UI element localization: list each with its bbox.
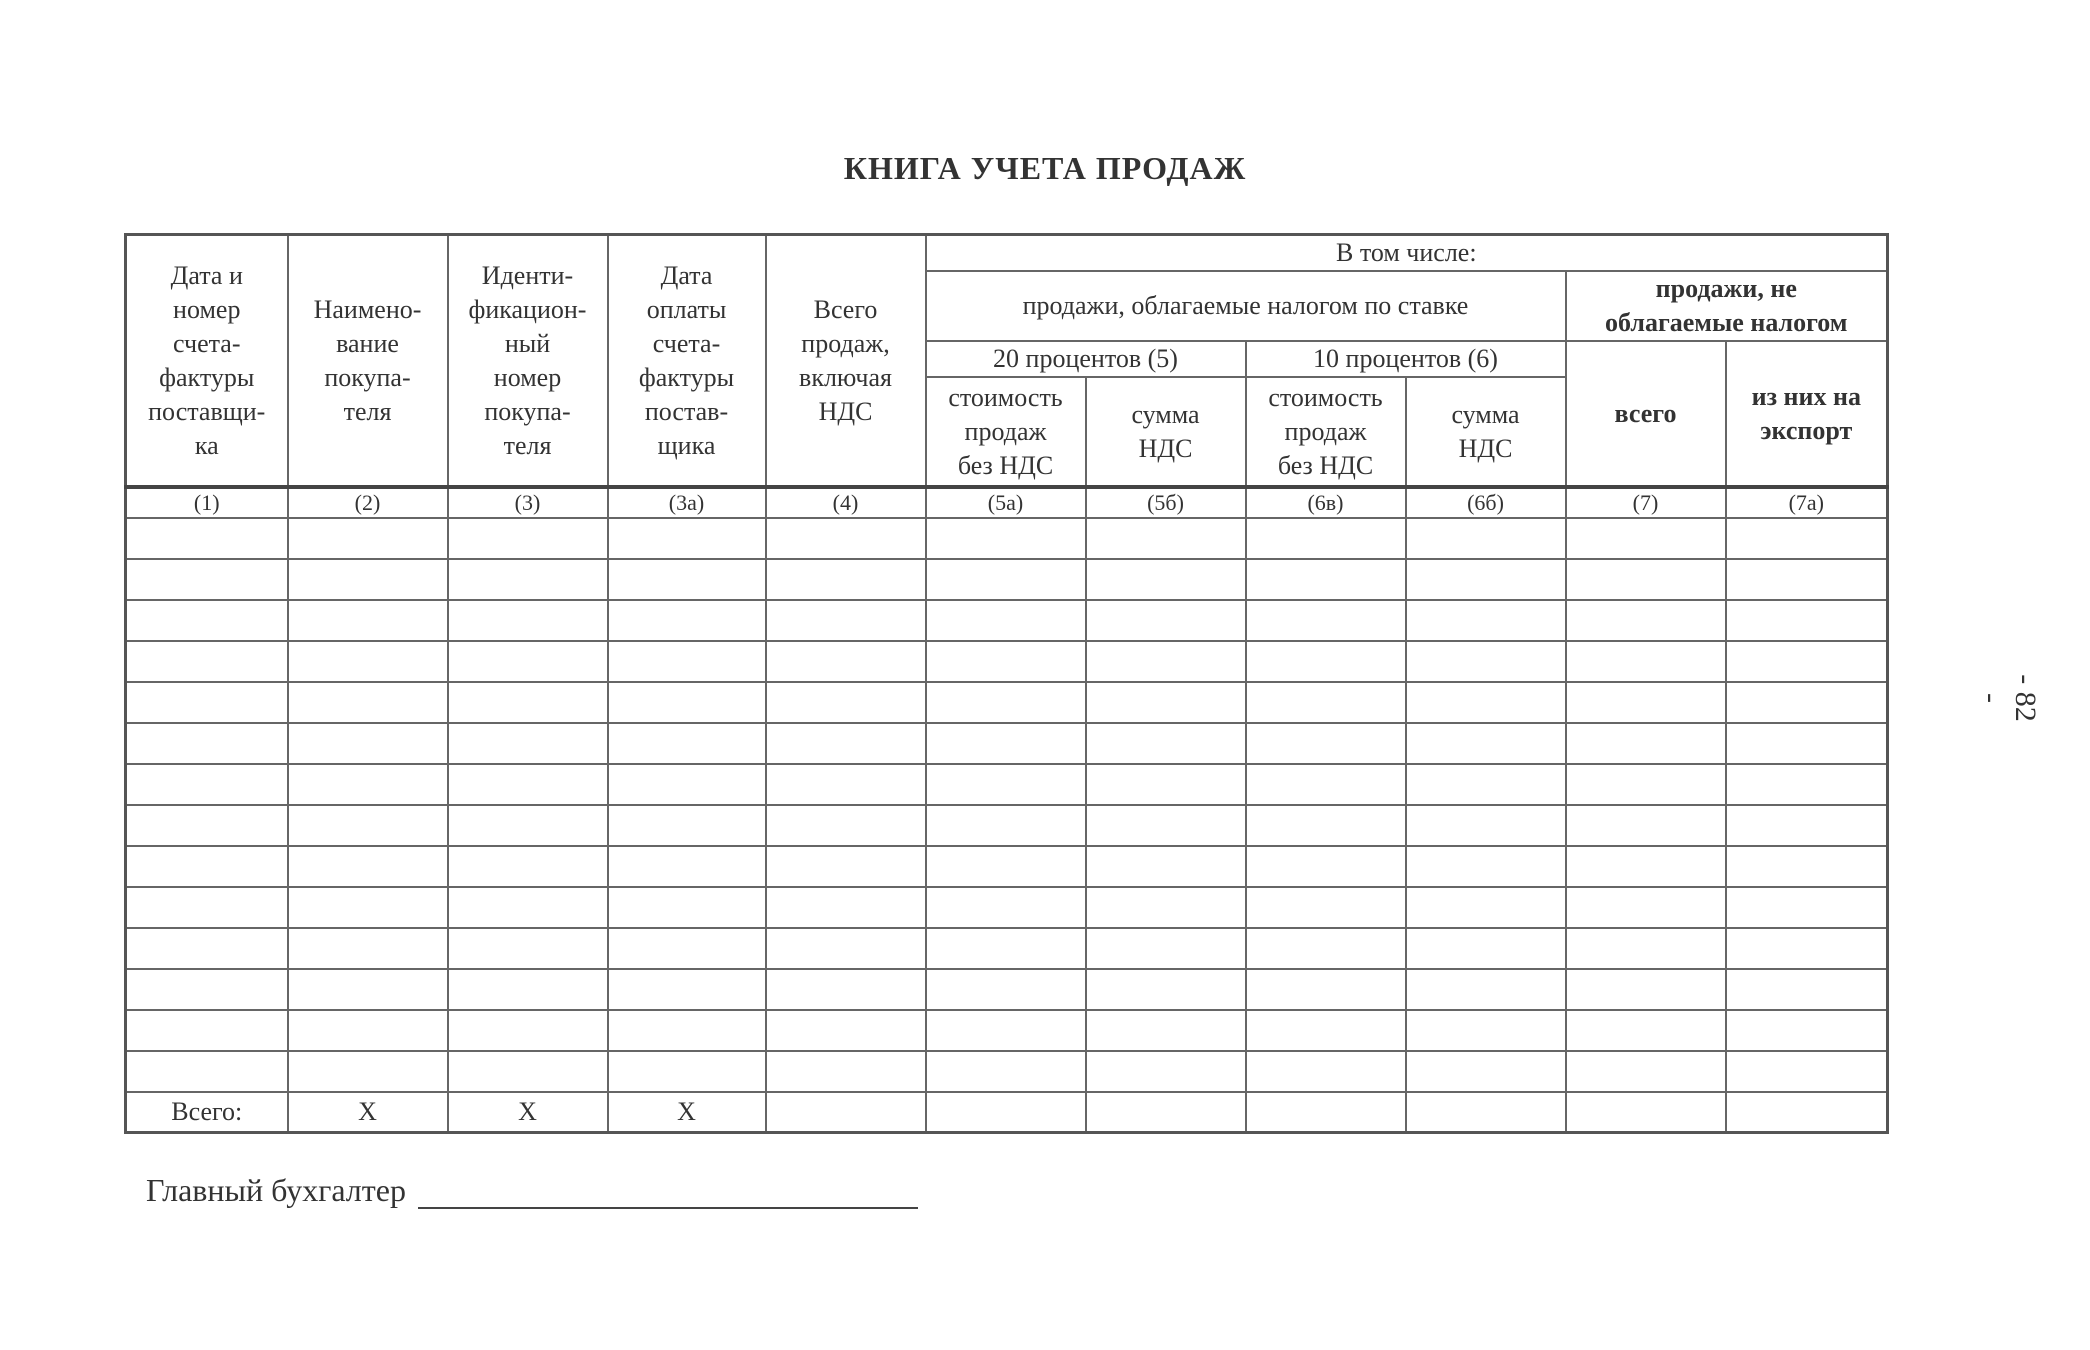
total-cell[interactable] xyxy=(1726,1092,1888,1133)
table-cell[interactable] xyxy=(1406,969,1566,1010)
header-cost-without-vat-10: стоимость продаж без НДС xyxy=(1246,377,1406,487)
table-cell[interactable] xyxy=(1406,928,1566,969)
table-cell[interactable] xyxy=(1406,600,1566,641)
header-taxable-sales: продажи, облагаемые налогом по ставке xyxy=(926,271,1566,341)
table-cell[interactable] xyxy=(926,641,1086,682)
column-number: (1) xyxy=(126,487,288,518)
table-cell[interactable] xyxy=(1246,1010,1406,1051)
table-row xyxy=(126,518,1888,559)
table-cell[interactable] xyxy=(608,682,766,723)
table-cell[interactable] xyxy=(766,1051,926,1092)
table-cell[interactable] xyxy=(1566,846,1726,887)
table-cell[interactable] xyxy=(1726,764,1888,805)
table-cell[interactable] xyxy=(766,764,926,805)
table-cell[interactable] xyxy=(448,969,608,1010)
table-cell[interactable] xyxy=(1566,1010,1726,1051)
table-row xyxy=(126,887,1888,928)
table-cell[interactable] xyxy=(1086,518,1246,559)
table-cell[interactable] xyxy=(1086,723,1246,764)
table-cell[interactable] xyxy=(448,805,608,846)
table-cell[interactable] xyxy=(1566,805,1726,846)
table-cell[interactable] xyxy=(766,846,926,887)
table-cell[interactable] xyxy=(926,1051,1086,1092)
table-cell[interactable] xyxy=(126,559,288,600)
table-cell[interactable] xyxy=(1246,846,1406,887)
table-cell[interactable] xyxy=(1246,928,1406,969)
table-cell[interactable] xyxy=(126,682,288,723)
total-cell[interactable] xyxy=(1086,1092,1246,1133)
total-x-mark: X xyxy=(448,1092,608,1133)
table-cell[interactable] xyxy=(288,1051,448,1092)
table-cell[interactable] xyxy=(448,641,608,682)
table-cell[interactable] xyxy=(288,846,448,887)
table-cell[interactable] xyxy=(1086,969,1246,1010)
table-cell[interactable] xyxy=(1726,682,1888,723)
table-cell[interactable] xyxy=(1726,641,1888,682)
table-cell[interactable] xyxy=(766,1010,926,1051)
table-cell[interactable] xyxy=(766,641,926,682)
header-invoice-payment-date: Дата оплаты счета- фактуры постав- щика xyxy=(608,235,766,488)
table-cell[interactable] xyxy=(126,723,288,764)
table-cell[interactable] xyxy=(448,559,608,600)
page-title: КНИГА УЧЕТА ПРОДАЖ xyxy=(843,150,1247,186)
table-cell[interactable] xyxy=(926,559,1086,600)
table-cell[interactable] xyxy=(448,846,608,887)
table-cell[interactable] xyxy=(126,518,288,559)
table-cell[interactable] xyxy=(926,1010,1086,1051)
total-x-mark: X xyxy=(608,1092,766,1133)
column-number-row xyxy=(126,487,1888,518)
column-number: (6в) xyxy=(1246,487,1406,518)
table-cell[interactable] xyxy=(608,928,766,969)
table-cell[interactable] xyxy=(1566,928,1726,969)
table-cell[interactable] xyxy=(1086,641,1246,682)
table-row xyxy=(126,805,1888,846)
total-label: Всего: xyxy=(126,1092,288,1133)
column-number: (4) xyxy=(766,487,926,518)
table-cell[interactable] xyxy=(126,1010,288,1051)
table-cell[interactable] xyxy=(448,518,608,559)
table-cell[interactable] xyxy=(288,559,448,600)
table-cell[interactable] xyxy=(1246,518,1406,559)
page-number: - 82 - xyxy=(1975,674,2042,722)
table-row xyxy=(126,1051,1888,1092)
table-cell[interactable] xyxy=(1086,846,1246,887)
table-cell[interactable] xyxy=(1086,764,1246,805)
header-non-taxable-sales: продажи, не облагаемые налогом xyxy=(1566,271,1888,341)
table-cell[interactable] xyxy=(288,928,448,969)
total-cell[interactable] xyxy=(1566,1092,1726,1133)
header-rate-20: 20 процентов (5) xyxy=(926,341,1246,377)
table-cell[interactable] xyxy=(1406,846,1566,887)
table-cell[interactable] xyxy=(1246,887,1406,928)
table-cell[interactable] xyxy=(1726,846,1888,887)
table-cell[interactable] xyxy=(1726,559,1888,600)
table-cell[interactable] xyxy=(1406,559,1566,600)
table-cell[interactable] xyxy=(766,600,926,641)
table-cell[interactable] xyxy=(126,641,288,682)
table-row xyxy=(126,600,1888,641)
table-cell[interactable] xyxy=(126,1051,288,1092)
column-number: (2) xyxy=(288,487,448,518)
table-cell[interactable] xyxy=(1246,723,1406,764)
table-cell[interactable] xyxy=(1086,805,1246,846)
table-cell[interactable] xyxy=(1086,600,1246,641)
table-cell[interactable] xyxy=(608,1010,766,1051)
table-cell[interactable] xyxy=(1726,600,1888,641)
table-cell[interactable] xyxy=(1726,518,1888,559)
table-cell[interactable] xyxy=(608,559,766,600)
total-row xyxy=(126,1092,1888,1133)
header-cost-without-vat-20: стоимость продаж без НДС xyxy=(926,377,1086,487)
table-cell[interactable] xyxy=(608,518,766,559)
table-cell[interactable] xyxy=(126,969,288,1010)
sales-ledger-table xyxy=(124,233,1889,1134)
table-row xyxy=(126,723,1888,764)
table-cell[interactable] xyxy=(1726,1010,1888,1051)
table-cell[interactable] xyxy=(926,887,1086,928)
table-cell[interactable] xyxy=(1246,682,1406,723)
table-cell[interactable] xyxy=(1566,682,1726,723)
column-number: (5б) xyxy=(1086,487,1246,518)
table-cell[interactable] xyxy=(1726,805,1888,846)
table-cell[interactable] xyxy=(608,764,766,805)
table-cell[interactable] xyxy=(288,969,448,1010)
table-cell[interactable] xyxy=(926,928,1086,969)
table-cell[interactable] xyxy=(608,723,766,764)
column-number: (7) xyxy=(1566,487,1726,518)
table-cell[interactable] xyxy=(288,805,448,846)
table-cell[interactable] xyxy=(1406,887,1566,928)
chief-accountant-signature xyxy=(146,1172,918,1209)
table-cell[interactable] xyxy=(608,969,766,1010)
table-cell[interactable] xyxy=(1406,723,1566,764)
table-cell[interactable] xyxy=(1566,764,1726,805)
table-cell[interactable] xyxy=(288,518,448,559)
table-cell[interactable] xyxy=(1246,1051,1406,1092)
table-cell[interactable] xyxy=(1406,805,1566,846)
table-cell[interactable] xyxy=(448,887,608,928)
table-row xyxy=(126,641,1888,682)
table-cell[interactable] xyxy=(448,764,608,805)
table-cell[interactable] xyxy=(288,682,448,723)
table-cell[interactable] xyxy=(1726,969,1888,1010)
table-cell[interactable] xyxy=(1086,1051,1246,1092)
header-vat-sum-10: сумма НДС xyxy=(1406,377,1566,487)
table-cell[interactable] xyxy=(1406,764,1566,805)
table-row xyxy=(126,682,1888,723)
table-cell[interactable] xyxy=(926,969,1086,1010)
table-cell[interactable] xyxy=(1406,1051,1566,1092)
table-cell[interactable] xyxy=(608,887,766,928)
column-number: (3) xyxy=(448,487,608,518)
table-cell[interactable] xyxy=(1086,559,1246,600)
column-number: (6б) xyxy=(1406,487,1566,518)
table-row xyxy=(126,559,1888,600)
table-cell[interactable] xyxy=(126,805,288,846)
table-cell[interactable] xyxy=(766,887,926,928)
table-cell[interactable] xyxy=(126,764,288,805)
table-cell[interactable] xyxy=(288,1010,448,1051)
table-cell[interactable] xyxy=(1246,969,1406,1010)
table-cell[interactable] xyxy=(926,764,1086,805)
total-cell[interactable] xyxy=(766,1092,926,1133)
total-cell[interactable] xyxy=(926,1092,1086,1133)
table-cell[interactable] xyxy=(1566,969,1726,1010)
column-number: (3а) xyxy=(608,487,766,518)
table-cell[interactable] xyxy=(288,641,448,682)
table-cell[interactable] xyxy=(126,846,288,887)
header-total-sales-incl-vat: Всего продаж, включая НДС xyxy=(766,235,926,488)
table-cell[interactable] xyxy=(608,805,766,846)
header-buyer-name: Наимено- вание покупа- теля xyxy=(288,235,448,488)
table-cell[interactable] xyxy=(288,887,448,928)
table-row xyxy=(126,846,1888,887)
table-cell[interactable] xyxy=(926,846,1086,887)
table-cell[interactable] xyxy=(608,641,766,682)
table-row xyxy=(126,928,1888,969)
signature-label: Главный бухгалтер xyxy=(146,1172,406,1208)
table-cell[interactable] xyxy=(1246,559,1406,600)
table-cell[interactable] xyxy=(1086,1010,1246,1051)
table-cell[interactable] xyxy=(1566,518,1726,559)
column-number: (7а) xyxy=(1726,487,1888,518)
table-cell[interactable] xyxy=(1566,559,1726,600)
table-cell[interactable] xyxy=(926,805,1086,846)
header-non-taxable-export: из них на экспорт xyxy=(1726,341,1888,487)
table-cell[interactable] xyxy=(926,600,1086,641)
table-cell[interactable] xyxy=(126,887,288,928)
table-cell[interactable] xyxy=(1726,928,1888,969)
table-cell[interactable] xyxy=(1406,518,1566,559)
table-cell[interactable] xyxy=(1726,723,1888,764)
table-cell[interactable] xyxy=(1726,1051,1888,1092)
table-cell[interactable] xyxy=(608,1051,766,1092)
header-buyer-tax-id: Иденти- фикацион- ный номер покупа- теля xyxy=(448,235,608,488)
table-cell[interactable] xyxy=(926,723,1086,764)
table-cell[interactable] xyxy=(448,682,608,723)
table-cell[interactable] xyxy=(1246,600,1406,641)
table-cell[interactable] xyxy=(926,518,1086,559)
table-cell[interactable] xyxy=(1246,764,1406,805)
table-cell[interactable] xyxy=(608,600,766,641)
table-cell[interactable] xyxy=(608,846,766,887)
header-including: В том числе: xyxy=(926,235,1888,272)
total-cell[interactable] xyxy=(1406,1092,1566,1133)
table-cell[interactable] xyxy=(766,682,926,723)
table-cell[interactable] xyxy=(1246,641,1406,682)
table-cell[interactable] xyxy=(766,969,926,1010)
table-cell[interactable] xyxy=(448,600,608,641)
table-cell[interactable] xyxy=(1566,1051,1726,1092)
table-cell[interactable] xyxy=(448,723,608,764)
table-cell[interactable] xyxy=(1726,887,1888,928)
header-vat-sum-20: сумма НДС xyxy=(1086,377,1246,487)
table-cell[interactable] xyxy=(1566,600,1726,641)
table-cell[interactable] xyxy=(126,600,288,641)
table-cell[interactable] xyxy=(766,518,926,559)
table-cell[interactable] xyxy=(126,928,288,969)
table-cell[interactable] xyxy=(1566,887,1726,928)
table-cell[interactable] xyxy=(1566,641,1726,682)
table-cell[interactable] xyxy=(1406,1010,1566,1051)
table-cell[interactable] xyxy=(1086,887,1246,928)
table-cell[interactable] xyxy=(288,764,448,805)
table-cell[interactable] xyxy=(766,805,926,846)
column-number: (5а) xyxy=(926,487,1086,518)
table-row xyxy=(126,764,1888,805)
table-cell[interactable] xyxy=(1406,641,1566,682)
table-cell[interactable] xyxy=(448,928,608,969)
table-cell[interactable] xyxy=(1566,723,1726,764)
header-rate-10: 10 процентов (6) xyxy=(1246,341,1566,377)
table-cell[interactable] xyxy=(288,723,448,764)
table-cell[interactable] xyxy=(1086,682,1246,723)
total-cell[interactable] xyxy=(1246,1092,1406,1133)
signature-line[interactable] xyxy=(418,1177,918,1209)
table-cell[interactable] xyxy=(1246,805,1406,846)
table-cell[interactable] xyxy=(448,1010,608,1051)
table-cell[interactable] xyxy=(288,600,448,641)
table-row xyxy=(126,1010,1888,1051)
table-cell[interactable] xyxy=(448,1051,608,1092)
table-cell[interactable] xyxy=(766,723,926,764)
table-row xyxy=(126,969,1888,1010)
total-x-mark: X xyxy=(288,1092,448,1133)
header-invoice-date-number: Дата и номер счета- фактуры поставщи- ка xyxy=(126,235,288,488)
table-cell[interactable] xyxy=(1086,928,1246,969)
table-cell[interactable] xyxy=(1406,682,1566,723)
table-cell[interactable] xyxy=(926,682,1086,723)
table-cell[interactable] xyxy=(766,559,926,600)
table-cell[interactable] xyxy=(766,928,926,969)
header-non-taxable-total: всего xyxy=(1566,341,1726,487)
